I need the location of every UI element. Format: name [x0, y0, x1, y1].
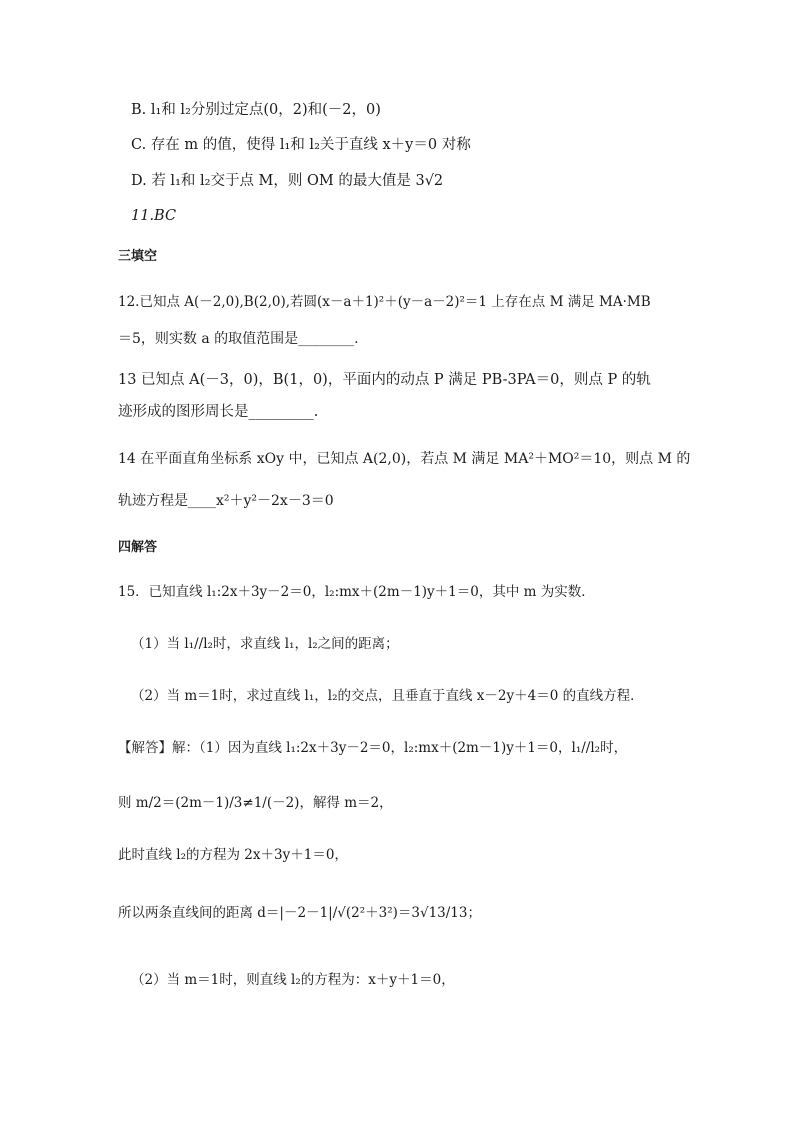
question-13-line1: 13 已知点 A(－3，0)，B(1，0)，平面内的动点 P 满足 PB-3PA＝0，则点 P 的轨 [118, 372, 651, 388]
solution-line3: 此时直线 l₂的方程为 2x＋3y＋1＝0， [118, 847, 348, 863]
question-14-line2: 轨迹方程是____x²＋y²－2x－3＝0 [118, 493, 334, 509]
option-d: D. 若 l₁和 l₂交于点 M，则 OM 的最大值是 3√2 [131, 173, 444, 189]
solution-line2: 则 m/2＝(2m－1)/3≠1/(－2)，解得 m＝2， [118, 795, 393, 811]
question-15-stem: 15．已知直线 l₁:2x＋3y－2＝0，l₂:mx＋(2m－1)y＋1＝0，其中 m 为实数． [118, 584, 595, 600]
question-15-part1: （1）当 l₁//l₂时，求直线 l₁，l₂之间的距离； [131, 636, 399, 652]
solution-line4: 所以两条直线间的距离 d＝|－2－1|/√(2²＋3²)＝3√13/13； [118, 905, 481, 921]
option-c: C. 存在 m 的值，使得 l₁和 l₂关于直线 x＋y＝0 对称 [131, 137, 471, 153]
question-12-line2: ＝5，则实数 a 的取值范围是________. [118, 331, 359, 347]
question-15-part2: （2）当 m＝1时，求过直线 l₁，l₂的交点，且垂直于直线 x－2y＋4＝0 的直线方程． [131, 688, 644, 704]
section-heading-solve: 四解答 [118, 540, 158, 555]
option-b: B. l₁和 l₂分别过定点(0，2)和(－2，0) [131, 102, 381, 118]
answer-11: 11.BC [131, 208, 177, 224]
section-heading-fill: 三填空 [118, 249, 158, 264]
question-14-line1: 14 在平面直角坐标系 xOy 中，已知点 A(2,0)，若点 M 满足 MA²＋MO²＝10，则点 M 的 [118, 451, 691, 467]
question-12-line1: 12.已知点 A(－2,0),B(2,0),若圆(x－a＋1)²＋(y－a－2)²＝1 上存在点 M 满足 MA·MB [118, 294, 651, 310]
question-13-line2: 迹形成的图形周长是_________. [118, 404, 319, 420]
solution-line1: 【解答】解：（1）因为直线 l₁:2x＋3y－2＝0，l₂:mx＋(2m－1)y＋1＝0，l₁//l₂时， [118, 740, 628, 756]
solution-line5: （2）当 m＝1时，则直线 l₂的方程为：x＋y＋1＝0， [131, 972, 455, 988]
